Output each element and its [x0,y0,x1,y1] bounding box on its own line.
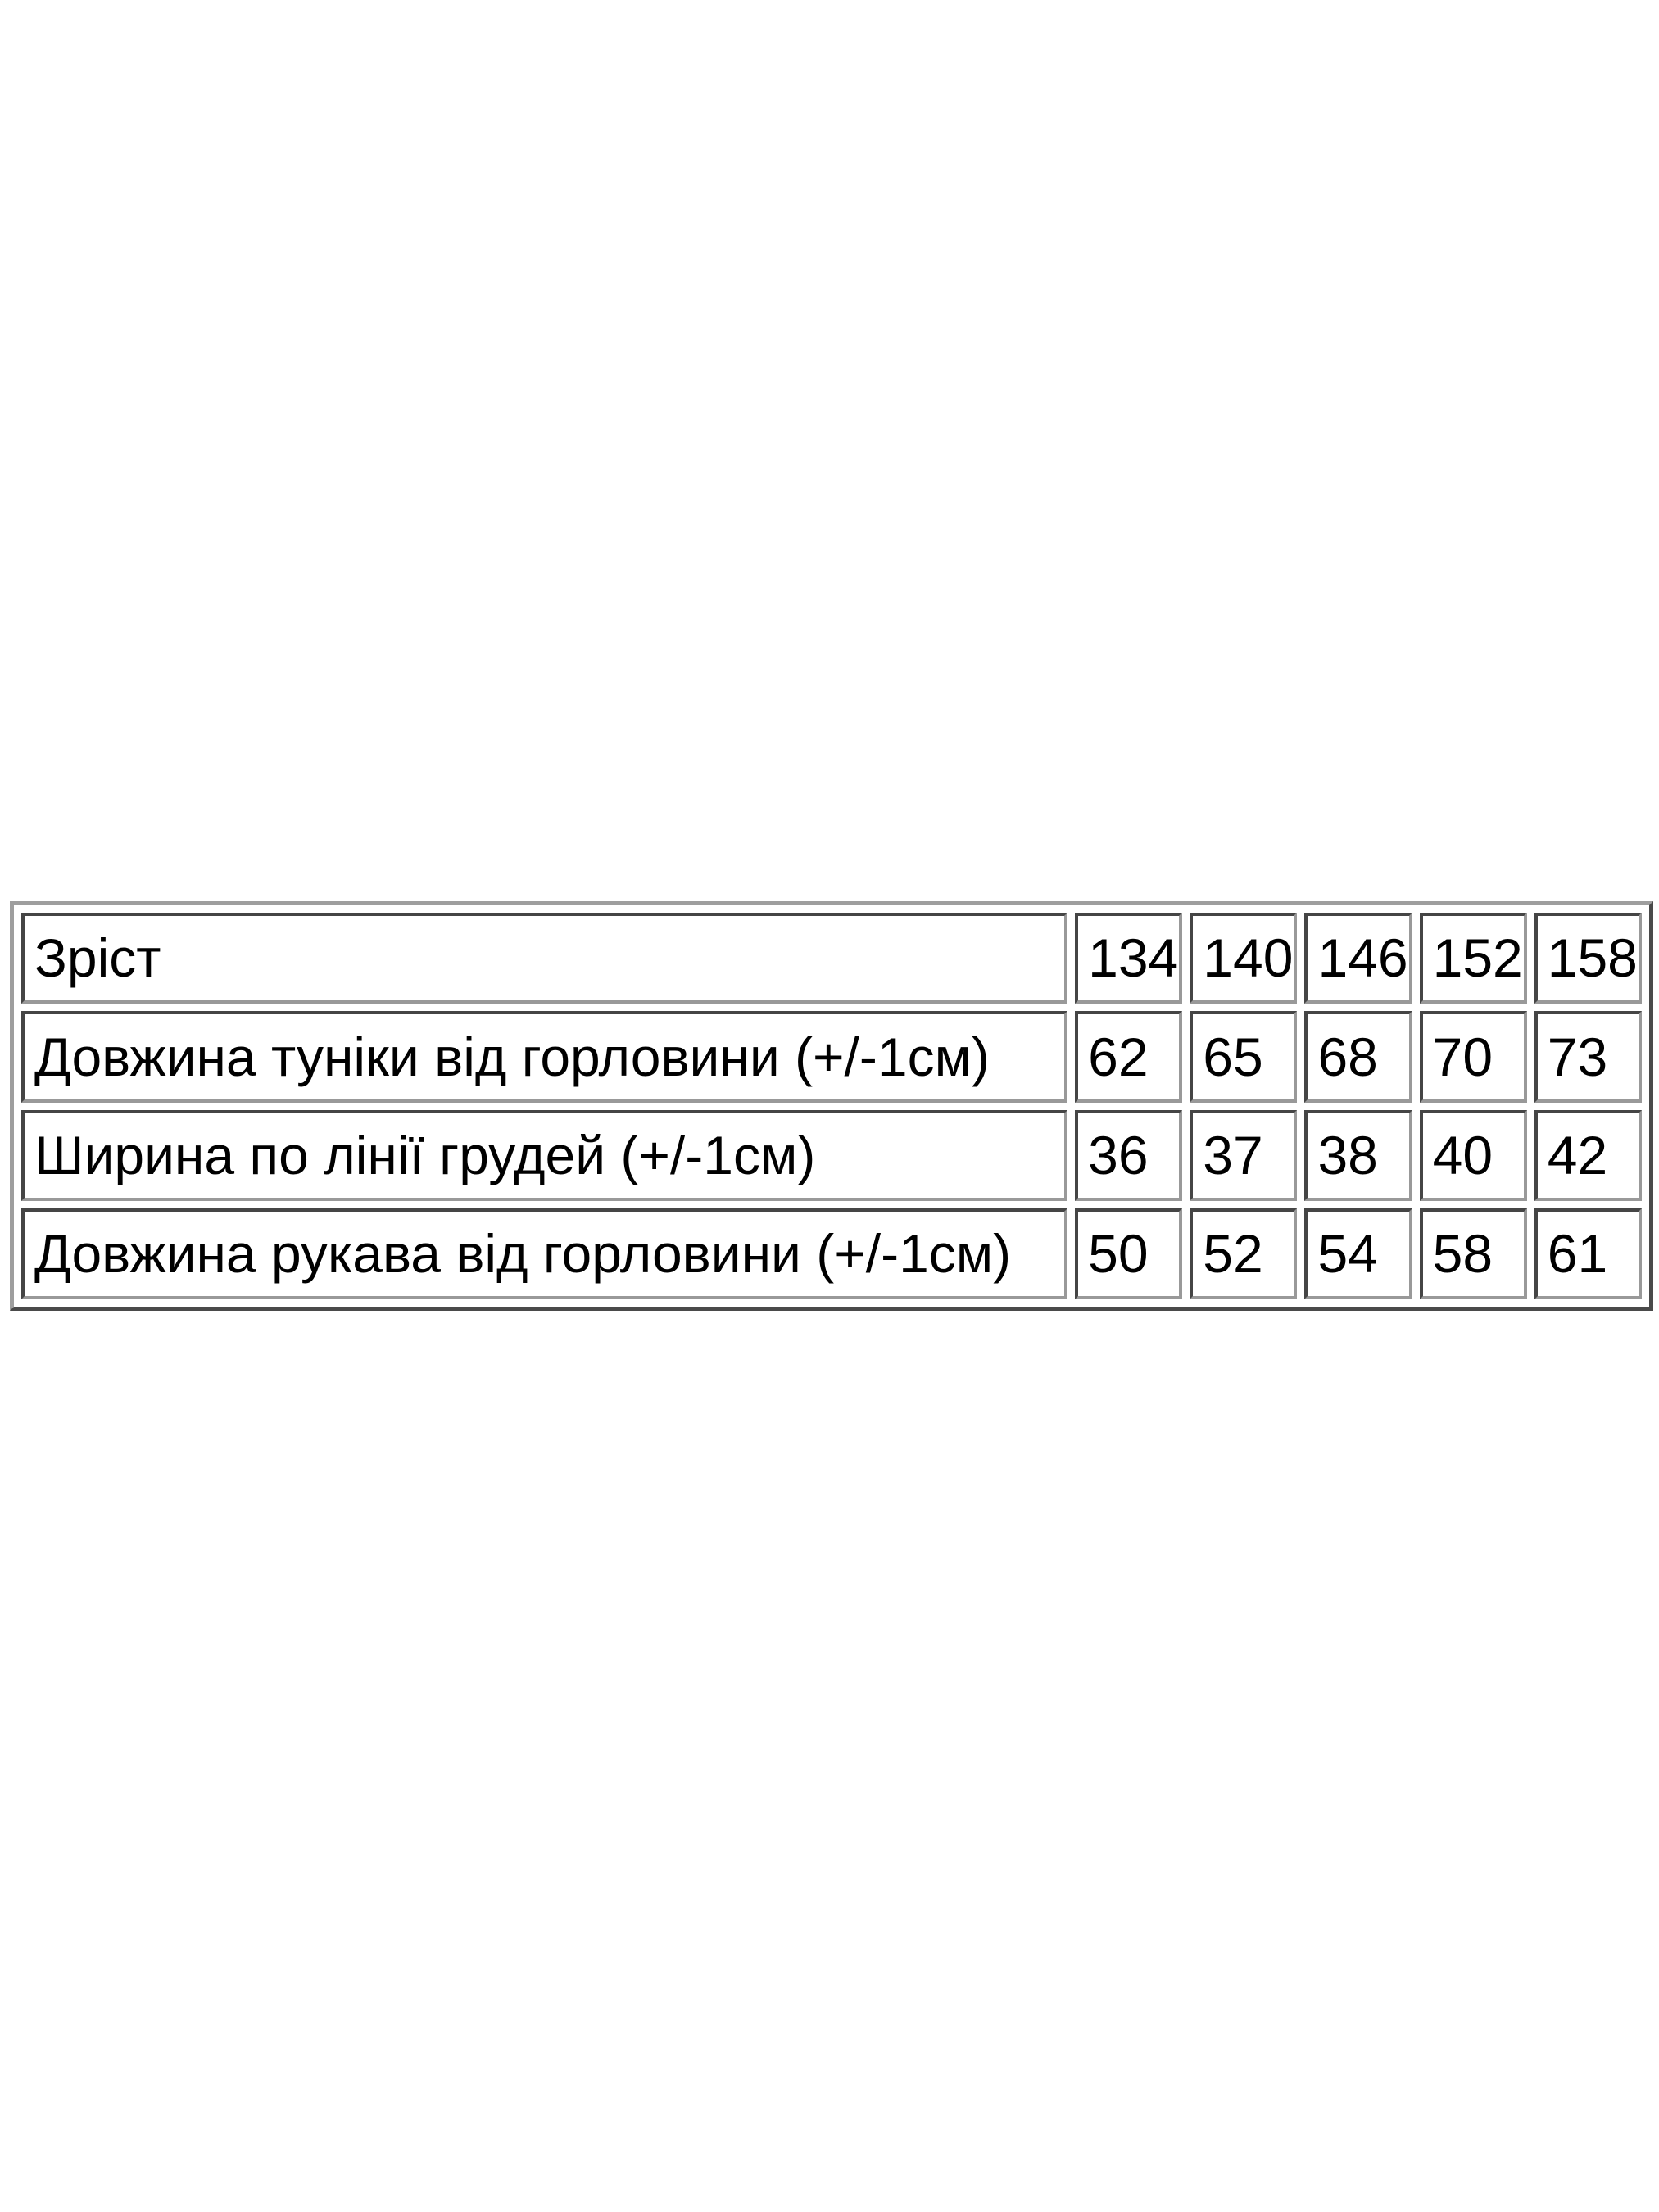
size-value-cell: 73 [1534,1011,1642,1102]
size-value-cell: 37 [1190,1110,1297,1201]
size-value-cell: 36 [1075,1110,1182,1201]
table-row-sleeve-length [21,1208,1642,1299]
size-value-cell: 134 [1075,913,1182,1004]
size-value-cell: 42 [1534,1110,1642,1201]
size-value-cell: 70 [1420,1011,1527,1102]
row-label-sleeve-length: Довжина рукава від горловини (+/-1см) [21,1208,1067,1299]
row-label-tunic-length: Довжина туніки від горловини (+/-1см) [21,1011,1067,1102]
size-value-cell: 61 [1534,1208,1642,1299]
size-value-cell: 65 [1190,1011,1297,1102]
table-row-tunic-length [21,1011,1642,1102]
size-value-cell: 152 [1420,913,1527,1004]
row-label-height: Зріст [21,913,1067,1004]
size-value-cell: 146 [1304,913,1412,1004]
size-value-cell: 50 [1075,1208,1182,1299]
row-label-chest-width: Ширина по лінії грудей (+/-1см) [21,1110,1067,1201]
table-row-chest-width [21,1110,1642,1201]
size-value-cell: 54 [1304,1208,1412,1299]
size-table [10,901,1653,1311]
size-value-cell: 52 [1190,1208,1297,1299]
size-value-cell: 58 [1420,1208,1527,1299]
size-value-cell: 158 [1534,913,1642,1004]
size-value-cell: 40 [1420,1110,1527,1201]
size-value-cell: 140 [1190,913,1297,1004]
size-value-cell: 62 [1075,1011,1182,1102]
size-value-cell: 38 [1304,1110,1412,1201]
table-row-height [21,913,1642,1004]
size-value-cell: 68 [1304,1011,1412,1102]
